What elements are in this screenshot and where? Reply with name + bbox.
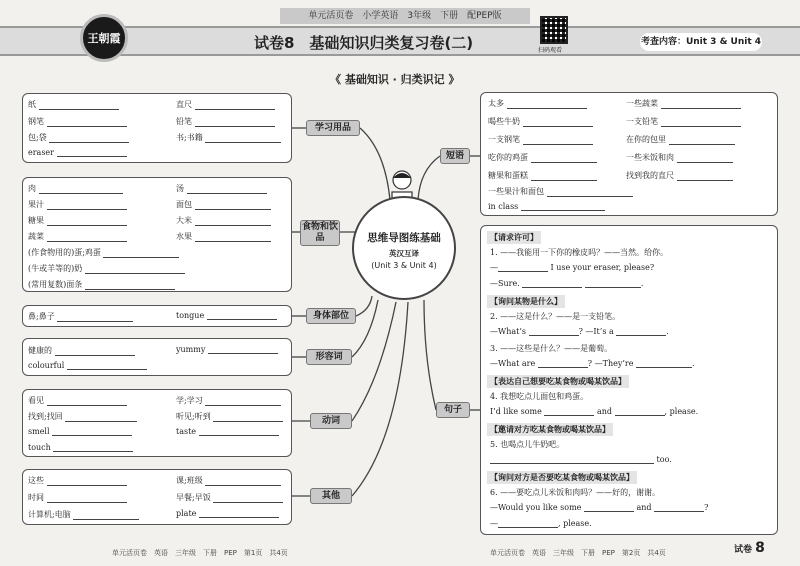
answer-blank[interactable]	[584, 503, 634, 512]
mind-map-center	[352, 196, 456, 300]
tag-verbs: 动词	[310, 413, 352, 429]
answer-blank[interactable]	[523, 118, 593, 127]
list-item: 铅笔	[176, 116, 275, 127]
list-item: plate	[176, 509, 279, 518]
list-item: 面包	[176, 199, 271, 210]
answer-blank[interactable]	[53, 443, 133, 452]
sentence-line: —What are ? —They’re .	[490, 359, 695, 368]
list-item: 学;学习	[176, 395, 281, 406]
sentence-line: too.	[490, 455, 672, 464]
list-item: yummy	[176, 345, 278, 354]
center-subtitle: 英汉互译	[389, 249, 419, 258]
answer-blank[interactable]	[523, 136, 593, 145]
scope-badge: 考查内容：Unit 3 & Unit 4	[640, 33, 762, 51]
answer-blank[interactable]	[195, 118, 275, 127]
answer-blank[interactable]	[85, 281, 175, 290]
answer-blank[interactable]	[39, 185, 123, 194]
sentence-prompt: 3. ——这些是什么？——是葡萄。	[490, 344, 613, 353]
answer-blank[interactable]	[195, 233, 271, 242]
answer-blank[interactable]	[57, 313, 133, 322]
list-item: 书;书籍	[176, 132, 281, 143]
sentence-line: —Sure. .	[490, 279, 644, 288]
answer-blank[interactable]	[205, 134, 281, 143]
list-item: in class	[488, 202, 605, 211]
list-item: 健康的	[28, 345, 135, 356]
center-units: (Unit 3 & Unit 4)	[371, 261, 437, 270]
answer-blank[interactable]	[47, 233, 127, 242]
answer-blank[interactable]	[47, 118, 127, 127]
tag-sentences: 句子	[436, 402, 470, 418]
answer-blank[interactable]	[498, 263, 548, 272]
series-ribbon: 单元活页卷 小学英语 3年级 下册 配PEP版	[280, 8, 530, 24]
answer-blank[interactable]	[522, 279, 582, 288]
list-item: eraser	[28, 148, 127, 157]
answer-blank[interactable]	[205, 397, 281, 406]
tag-other: 其他	[310, 488, 352, 504]
list-item: 钢笔	[28, 116, 127, 127]
answer-blank[interactable]	[187, 185, 267, 194]
sentence-prompt: 5. 也喝点儿牛奶吧。	[490, 440, 565, 449]
list-item: 计算机;电脑	[28, 509, 139, 520]
page-number: 试卷 8	[734, 540, 765, 556]
list-item: (常用复数)面条	[28, 279, 175, 290]
list-item: 糖果	[28, 215, 127, 226]
list-item: 肉	[28, 183, 123, 194]
sentence-heading: 【邀请对方吃某食物或喝某饮品】	[487, 423, 613, 436]
list-item: 鼻;鼻子	[28, 311, 133, 322]
answer-blank[interactable]	[498, 519, 558, 528]
list-item: 一些果汁和面包	[488, 186, 633, 197]
list-item: 汤	[176, 183, 267, 194]
list-item: 大米	[176, 215, 271, 226]
tag-adjectives: 形容词	[306, 349, 352, 365]
answer-blank[interactable]	[207, 311, 277, 320]
sentence-prompt: 2. ——这是什么？——是一支铅笔。	[490, 312, 621, 321]
list-item: 时间	[28, 492, 127, 503]
list-item: 果汁	[28, 199, 127, 210]
sentence-line: —What’s ? —It’s a .	[490, 327, 669, 336]
list-item: 课;班级	[176, 475, 281, 486]
answer-blank[interactable]	[531, 172, 597, 181]
answer-blank[interactable]	[85, 265, 185, 274]
answer-blank[interactable]	[47, 494, 127, 503]
answer-blank[interactable]	[669, 136, 735, 145]
answer-blank[interactable]	[195, 201, 271, 210]
list-item: 纸	[28, 99, 119, 110]
sentence-line: — , please.	[490, 519, 592, 528]
list-item: 包;袋	[28, 132, 129, 143]
list-item: (作食物用的)蛋;鸡蛋	[28, 247, 179, 258]
list-item: 这些	[28, 475, 127, 486]
answer-blank[interactable]	[67, 361, 147, 370]
answer-blank[interactable]	[208, 345, 278, 354]
answer-blank[interactable]	[195, 217, 271, 226]
answer-blank[interactable]	[39, 101, 119, 110]
list-item: touch	[28, 443, 133, 452]
answer-blank[interactable]	[615, 407, 665, 416]
sentence-heading: 【询问对方是否要吃某食物或喝某饮品】	[487, 471, 637, 484]
list-item: 太多	[488, 98, 587, 109]
list-item: 找到;找回	[28, 411, 137, 422]
footer-right: 单元活页卷 英语 三年级 下册 PEP 第2页 共4页	[490, 549, 666, 557]
answer-blank[interactable]	[636, 359, 692, 368]
list-item: taste	[176, 427, 279, 436]
section-title: 《 基础知识 · 归类识记 》	[330, 73, 460, 86]
answer-blank[interactable]	[661, 118, 741, 127]
list-item: 一支钢笔	[488, 134, 593, 145]
sentence-prompt: 4. 我想吃点儿面包和鸡蛋。	[490, 392, 589, 401]
list-item: 一支铅笔	[626, 116, 741, 127]
answer-blank[interactable]	[521, 202, 605, 211]
sentence-prompt: 6. ——要吃点儿米饭和肉吗？——好的，谢谢。	[490, 488, 661, 497]
answer-blank[interactable]	[49, 134, 129, 143]
answer-blank[interactable]	[47, 477, 127, 486]
answer-blank[interactable]	[547, 188, 633, 197]
answer-blank[interactable]	[654, 503, 704, 512]
answer-blank[interactable]	[677, 154, 733, 163]
answer-blank[interactable]	[507, 100, 587, 109]
tag-food: 食物和饮品	[300, 220, 340, 246]
answer-blank[interactable]	[47, 397, 127, 406]
answer-blank[interactable]	[213, 413, 283, 422]
answer-blank[interactable]	[103, 249, 179, 258]
sentence-prompt: 1. ——我能用一下你的橡皮吗？——当然。给你。	[490, 248, 669, 257]
answer-blank[interactable]	[544, 407, 594, 416]
answer-blank[interactable]	[529, 327, 579, 336]
sentence-line: —Would you like some and ?	[490, 503, 709, 512]
tag-phrases: 短语	[440, 148, 470, 164]
list-item: 找到我的直尺	[626, 170, 733, 181]
brand-logo: 王朝霞	[80, 14, 128, 62]
list-item: 蔬菜	[28, 231, 127, 242]
list-item: 吃你的鸡蛋	[488, 152, 597, 163]
sentence-heading: 【请求许可】	[487, 231, 541, 244]
list-item: 一些米饭和肉	[626, 152, 733, 163]
footer-left: 单元活页卷 英语 三年级 下册 PEP 第1页 共4页	[112, 549, 288, 557]
tag-school-supplies: 学习用品	[306, 120, 360, 136]
answer-blank[interactable]	[199, 427, 279, 436]
answer-blank[interactable]	[199, 509, 279, 518]
list-item: 喝些牛奶	[488, 116, 593, 127]
list-item: 一些蔬菜	[626, 98, 741, 109]
list-item: 水果	[176, 231, 271, 242]
answer-blank[interactable]	[47, 201, 127, 210]
list-item: 糖果和蛋糕	[488, 170, 597, 181]
answer-blank[interactable]	[213, 494, 283, 503]
list-item: tongue	[176, 311, 277, 320]
sentence-line: — I use your eraser, please?	[490, 263, 655, 272]
list-item: colourful	[28, 361, 147, 370]
answer-blank[interactable]	[531, 154, 597, 163]
center-title: 思维导图练基础	[367, 232, 441, 244]
tag-body-parts: 身体部位	[306, 308, 356, 324]
answer-blank[interactable]	[65, 413, 137, 422]
answer-blank[interactable]	[616, 327, 666, 336]
answer-blank[interactable]	[490, 455, 654, 464]
answer-blank[interactable]	[677, 172, 733, 181]
answer-blank[interactable]	[73, 511, 139, 520]
answer-blank[interactable]	[661, 100, 741, 109]
adjectives-box	[22, 338, 292, 376]
answer-blank[interactable]	[57, 148, 127, 157]
list-item: 看见	[28, 395, 127, 406]
answer-blank[interactable]	[205, 477, 281, 486]
answer-blank[interactable]	[538, 359, 588, 368]
list-item: 直尺	[176, 99, 275, 110]
list-item: 在你的包里	[626, 134, 735, 145]
list-item: 听见;听到	[176, 411, 283, 422]
list-item: 早餐;早饭	[176, 492, 283, 503]
list-item: (牛或羊等的)奶	[28, 263, 185, 274]
sentence-line: I’d like some and , please.	[490, 407, 699, 416]
answer-blank[interactable]	[55, 347, 135, 356]
sentence-heading: 【表达自己想要吃某食物或喝某饮品】	[487, 375, 629, 388]
answer-blank[interactable]	[47, 217, 127, 226]
answer-blank[interactable]	[52, 427, 132, 436]
page-title: 试卷8 基础知识归类复习卷(二)	[254, 34, 474, 52]
answer-blank[interactable]	[585, 279, 641, 288]
list-item: smell	[28, 427, 132, 436]
qr-label: 扫码观看	[538, 47, 563, 54]
answer-blank[interactable]	[195, 101, 275, 110]
sentence-heading: 【询问某物是什么】	[487, 295, 565, 308]
